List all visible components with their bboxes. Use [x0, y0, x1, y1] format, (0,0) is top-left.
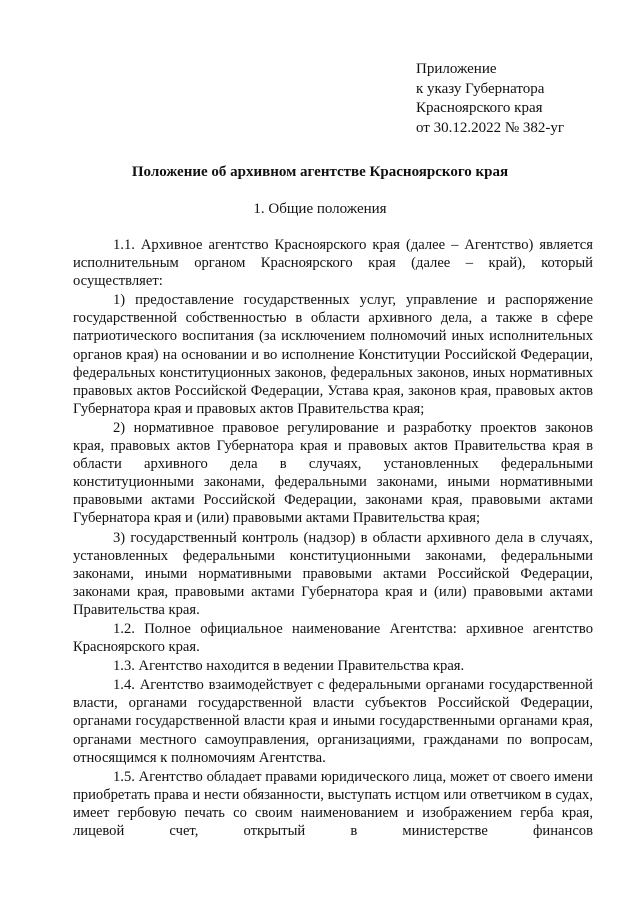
appendix-line: Красноярского края [416, 100, 543, 116]
paragraph-item-3: 3) государственный контроль (надзор) в области архивного дела в случаях, установленных федеральными конституционными законами, федеральными законами, иными нормативными правовыми актами Российской Федерации, законами края, правовыми актами Губернатора края и (или) правовыми актами Правительства края. [73, 529, 593, 618]
section-heading: 1. Общие положения [253, 201, 387, 217]
paragraph-1-1: 1.1. Архивное агентство Красноярского края (далее – Агентство) является исполнительным органом Красноярского края (далее – край), который осуществляет: [73, 237, 593, 290]
paragraph-1-5: 1.5. Агентство обладает правами юридического лица, может от своего имени приобретать права и нести обязанности, выступать истцом или ответчиком в судах, имеет гербовую печать со своим наименованием и изображением герба края, лицевой счет, открытый в министерстве финансов [73, 768, 593, 839]
appendix-line: Приложение [416, 61, 497, 77]
appendix-note [416, 60, 564, 138]
paragraph-item-2: 2) нормативное правовое регулирование и разработку проектов законов края, правовых актов Губернатора края и правовых актов Правительства края в области архивного дела в случаях, установленных федеральными конституционными законами, федеральными законами, иными нормативными правовыми актами Российской Федерации, законами края, правовыми актами Губернатора края и (или) правовыми актами Правительства края; [73, 419, 593, 527]
document-title: Положение об архивном агентстве Красноярского края [131, 164, 509, 180]
appendix-line-date-number: от 30.12.2022 № 382-уг [416, 119, 565, 136]
paragraph-1-3: 1.3. Агентство находится в ведении Правительства края. [113, 658, 465, 675]
appendix-line: к указу Губернатора [416, 80, 545, 97]
paragraph-1-4: 1.4. Агентство взаимодействует с федеральными органами государственной власти, органами государственной власти субъектов Российской Федерации, органами государственной власти края и иными государственными органами края, органами местного самоуправления, организациями, гражданами по вопросам, относящимся к полномочиям Агентства. [73, 677, 593, 766]
document-body [73, 236, 593, 840]
paragraph-item-1: 1) предоставление государственных услуг, управление и распоряжение государственной собственностью в области архивного дела, а также в сфере патриотического воспитания (за исключением полномочий иных исполнительных органов края) на основании и во исполнение Конституции Российской Федерации, федеральных конституционных законов, федеральных законов, иных нормативных правовых актов Российской Федерации, Устава края, законов края, правовых актов Губернатора края и правовых актов Правительства края; [73, 292, 593, 417]
paragraph-1-2: 1.2. Полное официальное наименование Агентства: архивное агентство Красноярского края. [73, 620, 593, 656]
